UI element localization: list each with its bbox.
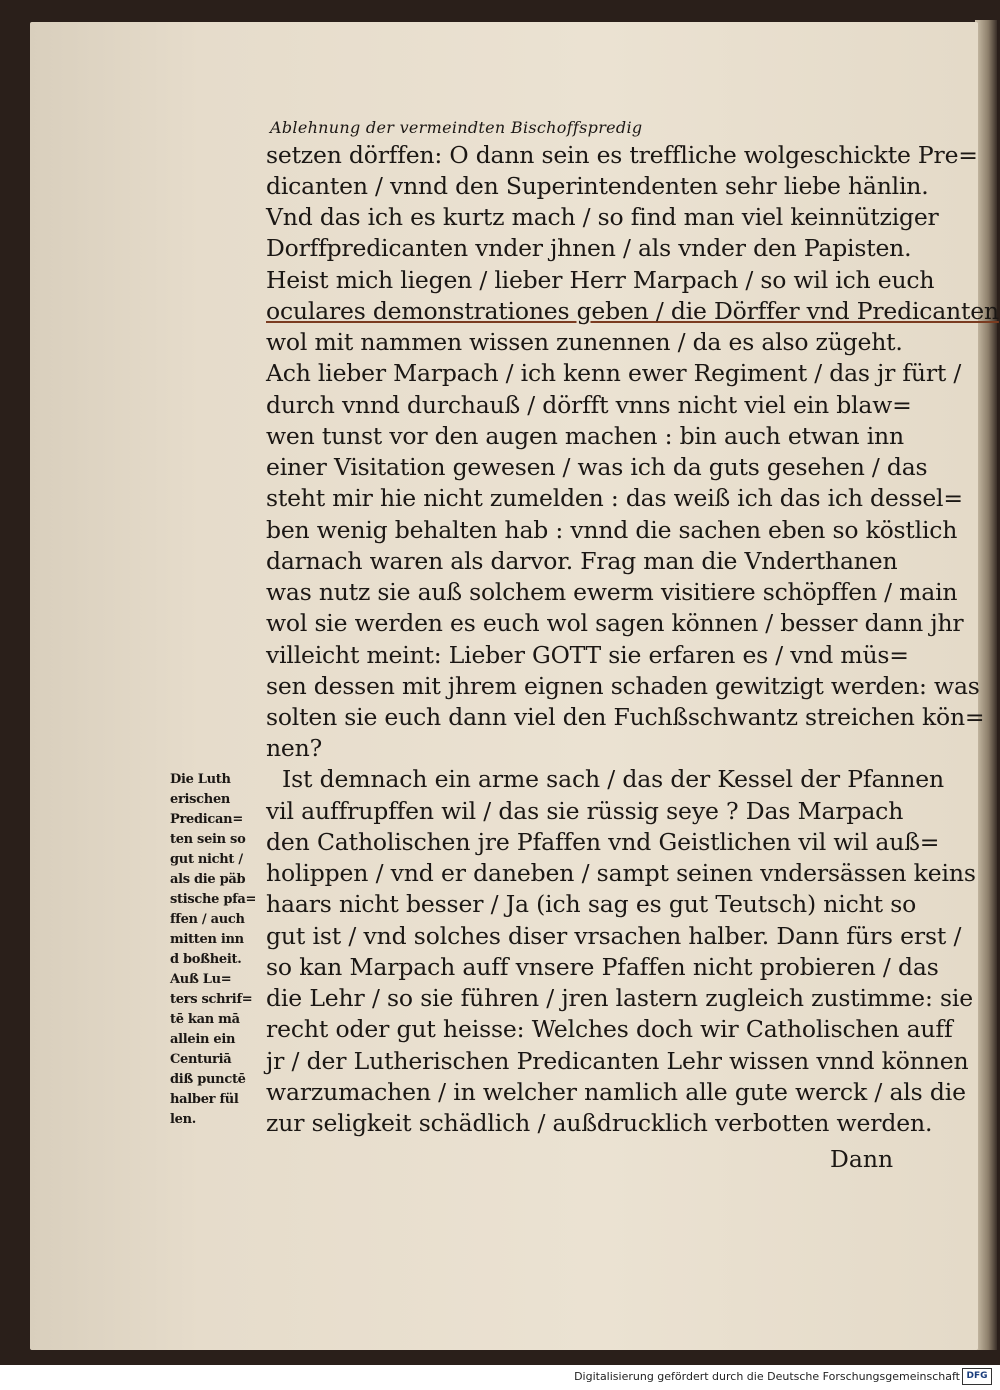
text-line: wen tunst vor den augen machen : bin auch etwan inn xyxy=(266,422,904,450)
margin-note-line: d boßheit. xyxy=(170,952,242,967)
text-line: steht mir hie nicht zumelden : das weiß ich das ich dessel= xyxy=(266,484,963,512)
margin-note-line: Die Luth xyxy=(170,772,231,787)
text-line: Vnd das ich es kurtz mach / so find man viel keinnütziger xyxy=(266,203,939,231)
text-line: wol sie werden es euch wol sagen können / besser dann jhr xyxy=(266,609,964,637)
text-line: warzumachen / in welcher namlich alle gute werck / als die xyxy=(266,1078,966,1106)
dfg-logo-icon: DFG xyxy=(962,1368,992,1385)
margin-note-line: gut nicht / xyxy=(170,852,243,867)
text-line: holippen / vnd er daneben / sampt seinen vndersässen keins xyxy=(266,859,976,887)
margin-note-line: Predican= xyxy=(170,812,243,827)
text-line: wol mit nammen wissen zunennen / da es also zügeht. xyxy=(266,328,903,356)
text-line: setzen dörffen: O dann sein es treffliche wolgeschickte Pre= xyxy=(266,141,978,169)
text-line: villeicht meint: Lieber GOTT sie erfaren es / vnd müs= xyxy=(266,641,909,669)
margin-note-line: ffen / auch xyxy=(170,912,245,927)
margin-note-line: Centuriā xyxy=(170,1052,232,1067)
text-line: zur seligkeit schädlich / außdrucklich verbotten werden. xyxy=(266,1109,933,1137)
margin-note-line: allein ein xyxy=(170,1032,236,1047)
text-line: recht oder gut heisse: Welches doch wir Catholischen auff xyxy=(266,1015,953,1043)
running-head: Ablehnung der vermeindten Bischoffspredig xyxy=(270,118,643,137)
text-line: nen? xyxy=(266,734,322,762)
text-line: einer Visitation gewesen / was ich da guts gesehen / das xyxy=(266,453,928,481)
text-line: vil auffrupffen wil / das sie rüssig seye ? Das Marpach xyxy=(266,797,904,825)
text-line: dicanten / vnnd den Superintendenten sehr liebe hänlin. xyxy=(266,172,929,200)
text-line: die Lehr / so sie führen / jren lastern zugleich zustimme: sie xyxy=(266,984,974,1012)
margin-note-line: diß punctē xyxy=(170,1072,246,1087)
margin-note-line: Auß Lu= xyxy=(170,972,232,987)
text-line: darnach waren als darvor. Frag man die Vnderthanen xyxy=(266,547,898,575)
margin-note-line: als die päb xyxy=(170,872,246,887)
text-line: ben wenig behalten hab : vnnd die sachen eben so köstlich xyxy=(266,516,958,544)
margin-note-line: ters schrif= xyxy=(170,992,253,1007)
margin-note-line: erischen xyxy=(170,792,231,807)
margin-note-line: mitten inn xyxy=(170,932,244,947)
text-line: den Catholischen jre Pfaffen vnd Geistlichen vil wil auß= xyxy=(266,828,940,856)
text-line: durch vnnd durchauß / dörfft vnns nicht viel ein blaw= xyxy=(266,391,912,419)
text-line: jr / der Lutherischen Predicanten Lehr wissen vnnd können xyxy=(266,1047,969,1075)
text-line: so kan Marpach auff vnsere Pfaffen nicht probieren / das xyxy=(266,953,939,981)
margin-note-line: tē kan mā xyxy=(170,1012,240,1027)
text-line: solten sie euch dann viel den Fuchßschwantz streichen kön= xyxy=(266,703,985,731)
text-line: oculares demonstrationes geben / die Dörffer vnd Predicanten xyxy=(266,297,999,325)
text-line: Ach lieber Marpach / ich kenn ewer Regiment / das jr fürt / xyxy=(266,359,962,387)
footer-credit: Digitalisierung gefördert durch die Deutsche Forschungsgemeinschaft xyxy=(574,1370,960,1383)
margin-note-line: ten sein so xyxy=(170,832,246,847)
margin-note-line: len. xyxy=(170,1112,196,1127)
catchword: Dann xyxy=(830,1145,894,1173)
margin-note-line: halber fül xyxy=(170,1092,239,1107)
text-line: was nutz sie auß solchem ewerm visitiere schöpffen / main xyxy=(266,578,958,606)
text-line: gut ist / vnd solches diser vrsachen halber. Dann fürs erst / xyxy=(266,922,962,950)
text-line: Ist demnach ein arme sach / das der Kessel der Pfannen xyxy=(282,765,945,793)
text-line: sen dessen mit jhrem eignen schaden gewitzigt werden: was xyxy=(266,672,980,700)
text-line: Dorffpredicanten vnder jhnen / als vnder den Papisten. xyxy=(266,234,912,262)
margin-note-line: stische pfa= xyxy=(170,892,257,907)
text-line: Heist mich liegen / lieber Herr Marpach / so wil ich euch xyxy=(266,266,935,294)
text-line: haars nicht besser / Ja (ich sag es gut Teutsch) nicht so xyxy=(266,890,917,918)
